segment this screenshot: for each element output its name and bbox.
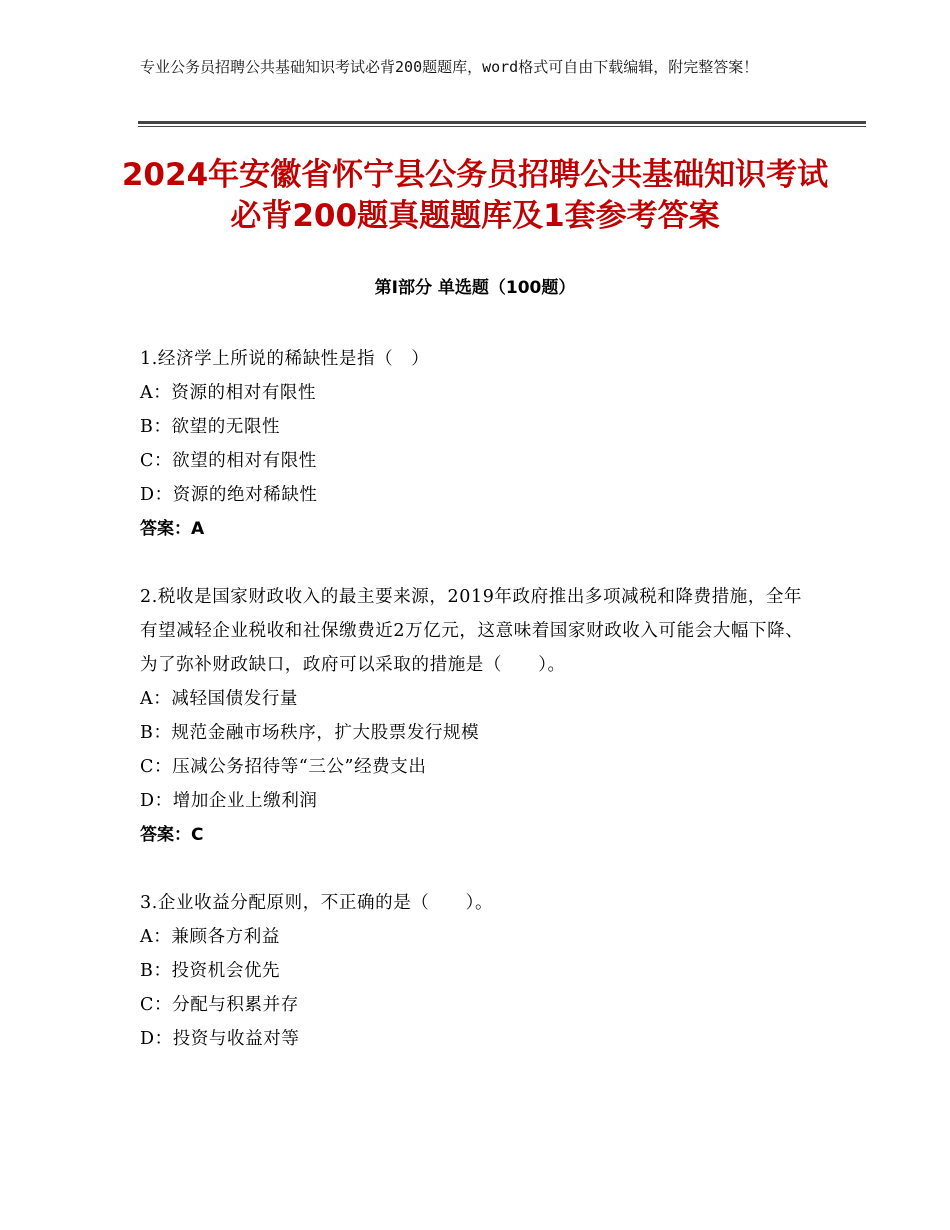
option-d: D：增加企业上缴利润 bbox=[140, 791, 318, 811]
question-1 bbox=[140, 342, 805, 546]
question-stem: 1.经济学上所说的稀缺性是指（ ） bbox=[140, 349, 430, 369]
header-divider-thin bbox=[138, 126, 866, 127]
option-a: A：兼顾各方利益 bbox=[140, 927, 280, 947]
question-2 bbox=[140, 580, 805, 852]
option-a: A：减轻国债发行量 bbox=[140, 689, 299, 709]
header-divider-thick bbox=[138, 121, 866, 124]
option-c: C：欲望的相对有限性 bbox=[140, 451, 317, 471]
question-stem: 3.企业收益分配原则，不正确的是（ ）。 bbox=[140, 893, 494, 913]
question-3 bbox=[140, 886, 805, 1056]
answer-label: 答案：A bbox=[140, 519, 205, 539]
option-c: C：分配与积累并存 bbox=[140, 995, 299, 1015]
option-d: D：资源的绝对稀缺性 bbox=[140, 485, 318, 505]
question-stem: 2.税收是国家财政收入的最主要来源，2019年政府推出多项减税和降费措施，全年有望减轻企业税收和社保缴费近2万亿元，这意味着国家财政收入可能会大幅下降、为了弥补财政缺口，政府可以采取的措施是（ ）。 bbox=[140, 587, 804, 675]
section-title: 第Ⅰ部分 单选题（100题） bbox=[374, 278, 576, 298]
option-b: B：投资机会优先 bbox=[140, 961, 281, 981]
answer-label: 答案：C bbox=[140, 825, 204, 845]
option-b: B：规范金融市场秩序，扩大股票发行规模 bbox=[140, 723, 480, 743]
option-d: D：投资与收益对等 bbox=[140, 1029, 300, 1049]
question-list bbox=[140, 342, 805, 1090]
document-title: 2024年安徽省怀宁县公务员招聘公共基础知识考试必背200题真题题库及1套参考答案 bbox=[121, 157, 829, 234]
option-b: B：欲望的无限性 bbox=[140, 417, 281, 437]
option-c: C：压减公务招待等“三公”经费支出 bbox=[140, 757, 427, 777]
header-note: 专业公务员招聘公共基础知识考试必背200题题库，word格式可自由下载编辑，附完整答案！ bbox=[140, 58, 759, 76]
option-a: A：资源的相对有限性 bbox=[140, 383, 317, 403]
